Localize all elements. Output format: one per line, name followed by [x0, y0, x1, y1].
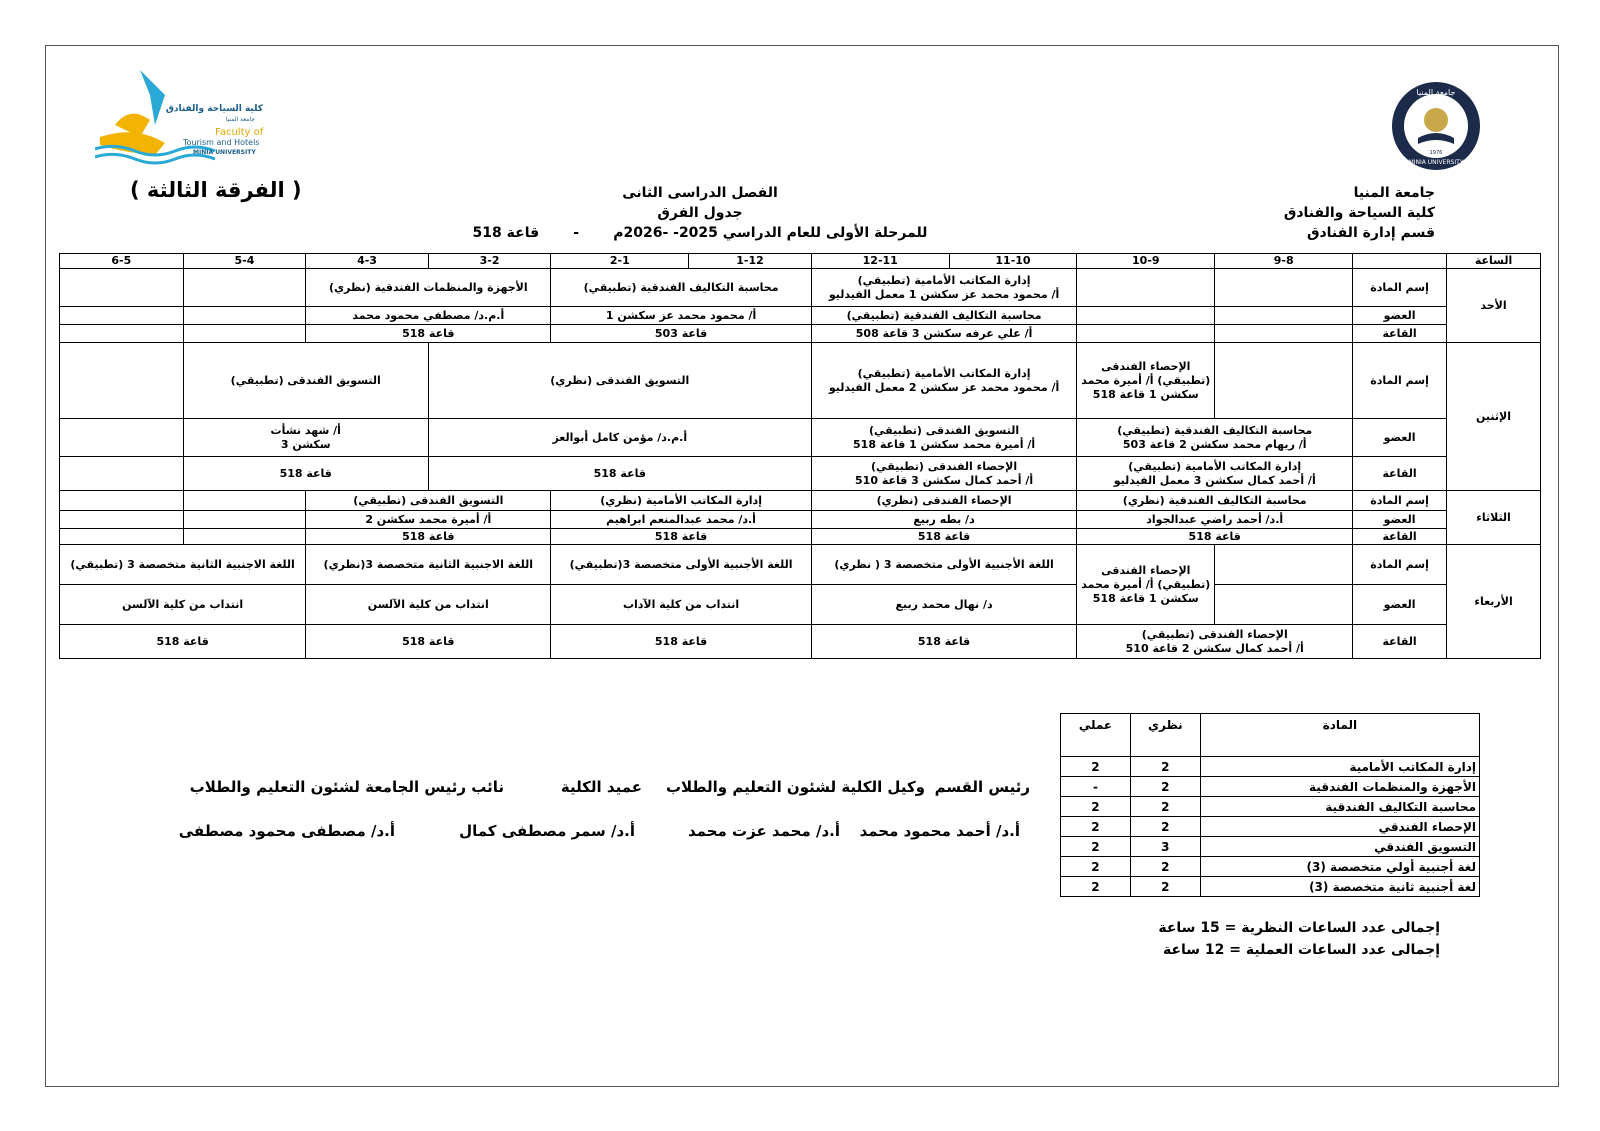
practical-cell: 2	[1061, 857, 1131, 877]
table-cell: إدارة المكاتب الأمامية (تطبيقي) أ/ أحمد كمال سكشن 3 معمل الفيدليو	[1077, 457, 1353, 491]
hours-header-practical: عملي	[1061, 714, 1131, 757]
header-row	[60, 254, 1541, 269]
tue-subject-row	[60, 491, 1541, 511]
faculty-logo-sub: جامعة المنيا	[225, 116, 255, 123]
table-cell: التسويق الفندقى (تطبيقي) أ/ أميرة محمد سكشن 1 قاعة 518	[811, 419, 1077, 457]
table-cell: د/ نهال محمد ربيع	[811, 585, 1077, 625]
theory-cell: 3	[1130, 837, 1200, 857]
table-cell	[1215, 325, 1353, 343]
table-cell: الإحصاء الفندقى (تطبيقي) أ/ أحمد كمال سكشن 3 قاعة 510	[811, 457, 1077, 491]
sun-subject-row	[60, 269, 1541, 307]
faculty-logo-en1: Faculty of	[215, 127, 264, 138]
hours-header-theory: نظري	[1130, 714, 1200, 757]
table-row	[1061, 857, 1480, 877]
theory-cell: 2	[1130, 817, 1200, 837]
table-cell: اللغة الاجنبية الثانية متخصصة 3 (تطبيقي)	[60, 545, 306, 585]
table-cell	[60, 325, 184, 343]
table-cell	[1215, 585, 1353, 625]
table-cell: الإحصاء الفندقى (تطبيقي) أ/ أميرة محمد سكشن 1 قاعة 518	[1077, 343, 1215, 419]
table-cell	[1077, 325, 1215, 343]
table-cell: اللغة الاجنبية الثانية متخصصة 3(نظري)	[306, 545, 551, 585]
table-cell: إدارة المكاتب الأمامية (تطبيقي) أ/ محمود محمد عز سكشن 2 معمل الفيدليو	[811, 343, 1077, 419]
wed-subject-row	[60, 545, 1541, 585]
row-label-room: القاعة	[1353, 457, 1447, 491]
table-cell: الإحصاء الفندقى (نظري)	[811, 491, 1077, 511]
table-cell	[1215, 343, 1353, 419]
table-cell: إدارة المكاتب الأمامية (نظري)	[551, 491, 811, 511]
table-cell: محاسبة التكاليف الفندقية (نظري)	[1077, 491, 1353, 511]
table-cell	[1215, 307, 1353, 325]
practical-cell: 2	[1061, 877, 1131, 897]
schedule-table	[59, 253, 1541, 659]
year-room-line	[400, 223, 1000, 243]
seal-en: MINIA UNIVERSITY	[1408, 159, 1464, 166]
row-label-subject: إسم المادة	[1353, 491, 1447, 511]
academic-year: للمرحلة الأولى للعام الدراسي 2025- -2026م	[613, 225, 928, 241]
table-cell: الإحصاء الفندقى (تطبيقي) أ/ أحمد كمال سكشن 2 قاعة 510	[1077, 625, 1353, 659]
table-cell	[183, 511, 306, 529]
slot-10-9: 10-9	[1077, 254, 1215, 269]
table-cell	[1077, 269, 1215, 307]
sig-dean-name: أ.د/ سمر مصطفى كمال	[459, 822, 635, 840]
table-cell	[183, 307, 306, 325]
department-name: قسم إدارة الفنادق	[1306, 225, 1435, 241]
schedule-header	[400, 183, 1000, 243]
day-tuesday: الثلاثاء	[1447, 491, 1541, 545]
practical-cell: 2	[1061, 757, 1131, 777]
table-cell: قاعة 518	[1077, 529, 1353, 545]
table-cell: أ/ محمود محمد عز سكشن 1	[551, 307, 811, 325]
slot-6-5: 6-5	[60, 254, 184, 269]
table-cell: قاعة 518	[428, 457, 811, 491]
table-cell: محاسبة التكاليف الفندقية (تطبيقي) أ/ ريهام محمد سكشن 2 قاعة 503	[1077, 419, 1353, 457]
table-cell	[60, 529, 184, 545]
row-label-subject: إسم المادة	[1353, 269, 1447, 307]
wed-room-row	[60, 625, 1541, 659]
row-label-room: القاعة	[1353, 529, 1447, 545]
table-cell: أ/ شهد نشأت سكشن 3	[183, 419, 428, 457]
row-label-subject: إسم المادة	[1353, 343, 1447, 419]
seal-year: 1976	[1429, 150, 1443, 156]
table-cell: اللغة الأجنبية الأولى متخصصة 3 ( نظري)	[811, 545, 1077, 585]
sig-vice-dean-title: وكيل الكلية لشئون التعليم والطلاب	[665, 778, 925, 796]
subject-cell: إدارة المكاتب الأمامية	[1200, 757, 1479, 777]
faculty-name: كلية السياحة والفنادق	[1283, 205, 1435, 221]
table-cell: قاعة 518	[306, 529, 551, 545]
theory-cell: 2	[1130, 857, 1200, 877]
table-cell: الأجهزة والمنظمات الفندقية (نظري)	[306, 269, 551, 307]
table-cell: محاسبة التكاليف الفندقية (تطبيقي)	[811, 307, 1077, 325]
table-cell: قاعة 518	[811, 529, 1077, 545]
subject-cell: الأجهزة والمنظمات الفندقية	[1200, 777, 1479, 797]
table-cell	[60, 269, 184, 307]
subject-cell: لغة أجنبية ثانية متخصصة (3)	[1200, 877, 1479, 897]
table-cell: اللغة الأجنبية الأولى متخصصة 3(تطبيقي)	[551, 545, 811, 585]
table-cell: انتداب من كلية الآداب	[551, 585, 811, 625]
sun-member-row	[60, 307, 1541, 325]
row-label-member: العضو	[1353, 419, 1447, 457]
faculty-logo-en3: MINIA UNIVERSITY	[193, 149, 256, 156]
table-cell: قاعة 518	[306, 325, 551, 343]
table-cell: محاسبة التكاليف الفندقية (تطبيقي)	[551, 269, 811, 307]
table-cell: د/ بطه ربيع	[811, 511, 1077, 529]
table-cell	[60, 419, 184, 457]
mon-room-row	[60, 457, 1541, 491]
table-cell: قاعة 503	[551, 325, 811, 343]
table-cell: التسويق الفندقى (تطبيقي)	[183, 343, 428, 419]
table-cell: أ/ أميرة محمد سكشن 2	[306, 511, 551, 529]
university-name: جامعة المنيا	[1353, 185, 1435, 201]
day-sunday: الأحد	[1447, 269, 1541, 343]
total-practical: إجمالى عدد الساعات العملية = 12 ساعة	[1162, 942, 1440, 958]
table-cell	[60, 457, 184, 491]
table-cell: التسويق الفندقى (تطبيقي)	[306, 491, 551, 511]
day-wednesday: الأربعاء	[1447, 545, 1541, 659]
slot-5-4: 5-4	[183, 254, 306, 269]
hour-header: الساعة	[1447, 254, 1541, 269]
faculty-logo	[95, 65, 275, 165]
theory-cell: 2	[1130, 757, 1200, 777]
theory-cell: 2	[1130, 797, 1200, 817]
table-cell: قاعة 518	[60, 625, 306, 659]
hours-header-subject: المادة	[1200, 714, 1479, 757]
table-cell: أ.د/ أحمد راضي عبدالجواد	[1077, 511, 1353, 529]
sig-head-title: رئيس القسم	[934, 778, 1030, 796]
sig-vp-title: نائب رئيس الجامعة لشئون التعليم والطلاب	[189, 778, 504, 796]
main-room: قاعة 518	[472, 225, 540, 241]
row-label-member: العضو	[1353, 307, 1447, 325]
hours-table	[1060, 713, 1480, 897]
table-row	[1061, 777, 1480, 797]
university-seal	[1390, 80, 1482, 172]
sig-dean-title: عميد الكلية	[560, 778, 642, 796]
slot-1-12: 1-12	[689, 254, 812, 269]
mon-subject-row	[60, 343, 1541, 419]
table-cell: أ.د/ محمد عبدالمنعم ابراهيم	[551, 511, 811, 529]
semester: الفصل الدراسى الثانى	[622, 185, 778, 201]
row-label-member: العضو	[1353, 511, 1447, 529]
institution-header	[1075, 183, 1435, 243]
sig-head-name: أ.د/ أحمد محمود محمد	[859, 822, 1020, 840]
schedule-title: جدول الفرق	[657, 205, 743, 221]
table-cell: إدارة المكاتب الأمامية (تطبيقي) أ/ محمود محمد عز سكشن 1 معمل الفيدليو	[811, 269, 1077, 307]
empty-header	[1353, 254, 1447, 269]
slot-2-1: 2-1	[551, 254, 689, 269]
theory-cell: 2	[1130, 777, 1200, 797]
subject-cell: الإحصاء الفندقي	[1200, 817, 1479, 837]
slot-3-2: 3-2	[428, 254, 551, 269]
table-row	[1061, 817, 1480, 837]
table-row	[1061, 877, 1480, 897]
slot-12-11: 12-11	[811, 254, 949, 269]
theory-cell: 2	[1130, 877, 1200, 897]
table-cell	[1077, 307, 1215, 325]
table-cell: أ/ علي عرفه سكشن 3 قاعة 508	[811, 325, 1077, 343]
table-cell: قاعة 518	[183, 457, 428, 491]
mon-member-row	[60, 419, 1541, 457]
row-label-room: القاعة	[1353, 325, 1447, 343]
row-label-member: العضو	[1353, 585, 1447, 625]
table-cell: أ.م.د/ مصطفي محمود محمد	[306, 307, 551, 325]
faculty-logo-ar: كلية السياحة والفنادق	[165, 104, 263, 114]
row-label-subject: إسم المادة	[1353, 545, 1447, 585]
table-cell: التسويق الفندقى (نظري)	[428, 343, 811, 419]
table-row	[1061, 797, 1480, 817]
tue-member-row	[60, 511, 1541, 529]
practical-cell: 2	[1061, 837, 1131, 857]
faculty-logo-en2: Tourism and Hotels	[183, 138, 260, 147]
total-theory: إجمالى عدد الساعات النظرية = 15 ساعة	[1158, 920, 1440, 936]
table-cell	[183, 269, 306, 307]
table-cell	[183, 491, 306, 511]
practical-cell: 2	[1061, 797, 1131, 817]
table-cell	[1215, 545, 1353, 585]
table-cell	[60, 491, 184, 511]
subject-cell: لغة أجنبية أولي متخصصة (3)	[1200, 857, 1479, 877]
table-row	[1061, 757, 1480, 777]
table-cell: قاعة 518	[551, 529, 811, 545]
table-cell	[60, 307, 184, 325]
table-cell	[1215, 269, 1353, 307]
subject-cell: محاسبة التكاليف الفندقية	[1200, 797, 1479, 817]
table-cell	[60, 511, 184, 529]
tue-room-row	[60, 529, 1541, 545]
table-cell: قاعة 518	[306, 625, 551, 659]
hours-header-row	[1061, 714, 1480, 757]
sig-vice-dean-name: أ.د/ محمد عزت محمد	[688, 822, 840, 840]
separator-dash: -	[573, 225, 580, 241]
practical-cell: -	[1061, 777, 1131, 797]
level-title: ( الفرقة الثالثة )	[130, 178, 302, 202]
table-cell: قاعة 518	[811, 625, 1077, 659]
sun-room-row	[60, 325, 1541, 343]
table-cell: انتداب من كلية الآلسن	[306, 585, 551, 625]
practical-cell: 2	[1061, 817, 1131, 837]
slot-4-3: 4-3	[306, 254, 429, 269]
day-monday: الإثنين	[1447, 343, 1541, 491]
row-label-room: القاعة	[1353, 625, 1447, 659]
wed-member-row	[60, 585, 1541, 625]
table-cell: الإحصاء الفندقى (تطبيقي) أ/ أميرة محمد سكشن 1 قاعة 518	[1077, 545, 1215, 625]
table-cell	[183, 325, 306, 343]
table-cell: أ.م.د/ مؤمن كامل أبوالعز	[428, 419, 811, 457]
table-cell: قاعة 518	[551, 625, 811, 659]
table-row	[1061, 837, 1480, 857]
table-cell	[183, 529, 306, 545]
hours-totals	[1158, 917, 1440, 961]
table-cell: انتداب من كلية الآلسن	[60, 585, 306, 625]
table-cell	[60, 343, 184, 419]
seal-ar: جامعة المنيا	[1416, 88, 1456, 97]
slot-11-10: 11-10	[949, 254, 1077, 269]
slot-9-8: 9-8	[1215, 254, 1353, 269]
sig-vp-name: أ.د/ مصطفى محمود مصطفى	[178, 822, 395, 840]
subject-cell: التسويق الفندقي	[1200, 837, 1479, 857]
